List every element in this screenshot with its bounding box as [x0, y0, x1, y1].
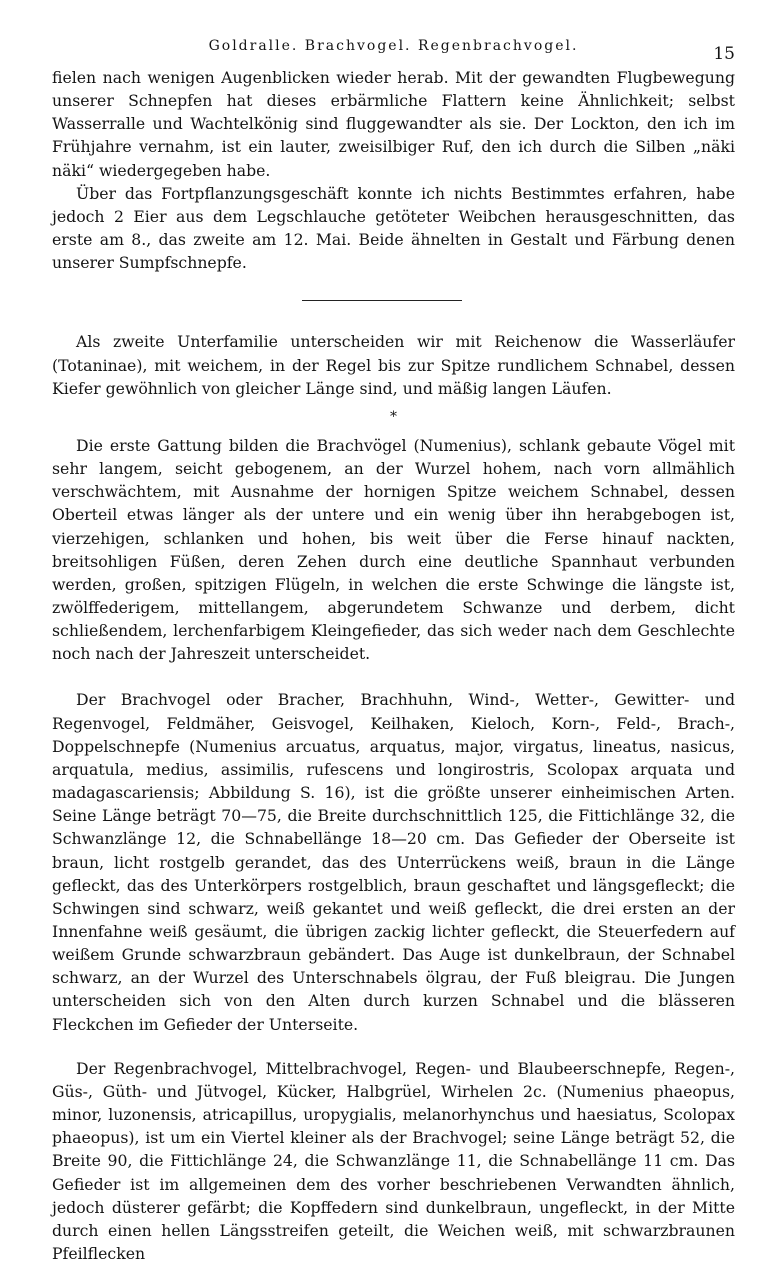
paragraph-breeding: Über das Fortpflanzungsgeschäft konnte ich nichts Bestimmtes erfahren, habe jedoch 2 Eier aus dem Legschlauche getöteter Weibchen herausgeschnitten, das erste am 8., das zweite am 12. Mai. Beide ähnelten in Gestalt und Färbung denen unserer Sumpfschnepfe.	[52, 183, 735, 273]
paragraph-brachvogel: Der Brachvogel oder Bracher, Brachhuhn, Wind-, Wetter-, Gewitter- und Regenvogel, Feldmäher, Geisvogel, Keilhaken, Kieloch, Korn-, Feld-, Brach-, Doppelschnepfe (Numenius arcuatus, arquatus, major, virgatus, lineatus, nasicus, arquatula, medius, assimilis, rufescens und longirostris, Scolopax arquata und madagascariensis; Abbildung S. 16), ist die größte unserer einheimischen Arten. Seine Länge beträgt 70—75, die Breite durchschnittlich 125, die Fittichlänge 32, die Schwanzlänge 12, die Schnabellänge 18—20 cm. Das Gefieder der Oberseite ist braun, licht rostgelb gerandet, das des Unterrückens weiß, braun in die Länge gefleckt, das des Unterkörpers rostgelblich, braun geschaftet und längsgefleckt; die Schwingen sind schwarz, weiß gekantet und weiß gefleckt, die drei ersten an der Innenfahne weiß gesäumt, die übrigen zackig lichter gefleckt, die Steuerfedern auf weißem Grunde schwarzbraun gebändert. Das Auge ist dunkelbraun, der Schnabel schwarz, an der Wurzel des Unterschnabels ölgrau, der Fuß bleigrau. Die Jungen unterscheiden sich von den Alten durch kurzen Schnabel und die blässeren Fleckchen im Gefieder der Unterseite.	[52, 690, 735, 1034]
paragraph-regenbrachvogel: Der Regenbrachvogel, Mittelbrachvogel, Regen- und Blaubeerschnepfe, Regen-, Güs-, Güth- und Jütvogel, Kücker, Halbgrüel, Wirhelen 2c. (Numenius phaeopus, minor, luzonensis, atricapillus, uropygialis, melanorhynchus und haesiatus, Scolopax phaeopus), ist um ein Viertel kleiner als der Brachvogel; seine Länge beträgt 52, die Breite 90, die Fittichlänge 24, die Schwanzlänge 11, die Schnabellänge 11 cm. Das Gefieder ist im allgemeinen dem des vorher beschriebenen Verwandten ähnlich, jedoch düsterer gefärbt; die Kopffedern sind dunkelbraun, ungefleckt, in der Mitte durch einen hellen Längsstreifen geteilt, die Weichen weiß, mit schwarzbraunen Pfeilflecken	[52, 1058, 735, 1264]
asterisk-separator: *	[390, 408, 397, 425]
paragraph-subfamily: Als zweite Unterfamilie unterscheiden wir mit Reichenow die Wasserläufer (Totaninae), mit weichem, in der Regel bis zur Spitze rundlichem Schnabel, dessen Kiefer gewöhnlich von gleicher Länge sind, und mäßig langen Läufen.	[52, 332, 735, 398]
divider-line	[302, 300, 462, 301]
paragraph-continuation: fielen nach wenigen Augenblicken wieder herab. Mit der gewandten Flugbewegung unserer Schnepfen hat dieses erbärmliche Flattern keine Ähnlichkeit; selbst Wasserralle und Wachtelkönig sind fluggewandter als sie. Der Lockton, den ich im Frühjahre vernahm, ist ein lauter, zweisilbiger Ruf, den ich durch die Silben „näki näki“ wiedergegeben habe.	[52, 68, 735, 180]
page-number: 15	[713, 44, 735, 64]
page-header	[52, 36, 735, 66]
paragraph-genus: Die erste Gattung bilden die Brachvögel (Numenius), schlank gebaute Vögel mit sehr langem, seicht gebogenem, an der Wurzel hohem, nach vorn allmählich verschwächtem, mit Ausnahme der hornigen Spitze weichem Schnabel, dessen Oberteil etwas länger als der untere und ein wenig über ihn herabgebogen ist, vierzehigen, schlanken und hohen, bis weit über die Ferse hinauf nackten, breitsohligen Füßen, deren Zehen durch eine deutliche Spannhaut verbunden werden, großen, spitzigen Flügeln, in welchen die erste Schwinge die längste ist, zwölffederigem, mittellangem, abgerundetem Schwanze und derbem, dicht schließendem, lerchenfarbigem Kleingefieder, das sich weder nach dem Geschlechte noch nach der Jahreszeit unterscheidet.	[52, 435, 735, 664]
running-head: Goldralle. Brachvogel. Regenbrachvogel.	[208, 38, 579, 54]
section-divider	[52, 296, 735, 306]
body-text	[52, 66, 735, 1265]
